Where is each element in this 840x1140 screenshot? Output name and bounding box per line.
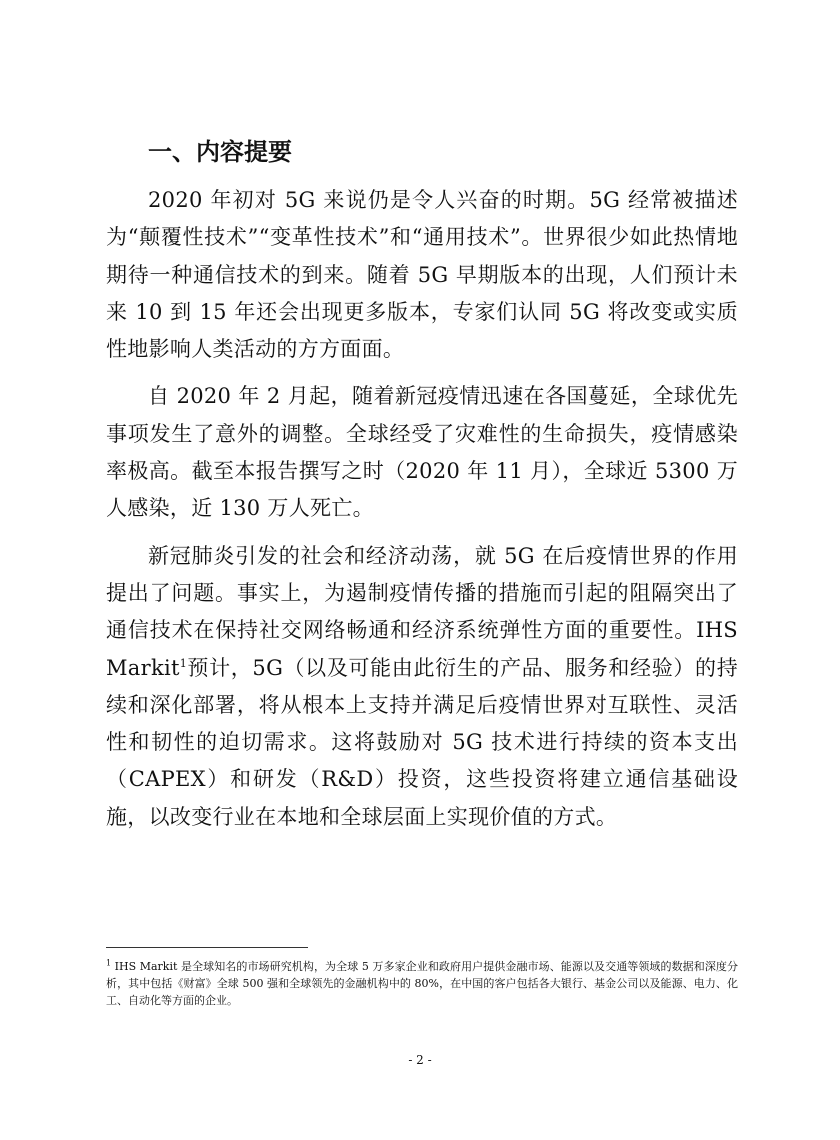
body-text <box>106 182 738 846</box>
section-heading: 一、内容提要 <box>148 138 292 166</box>
paragraph-2: 自 2020 年 2 月起，随着新冠疫情迅速在各国蔓延，全球优先事项发生了意外的调整。全球经受了灾难性的生命损失，疫情感染率极高。截至本报告撰写之时（2020 年 11 月），全球近 5300 万人感染，近 130 万人死亡。 <box>106 384 738 521</box>
paragraph-3-part-1: 新冠肺炎引发的社会和经济动荡，就 5G 在后疫情世界的作用提出了问题。事实上，为遏制疫情传播的措施而引起的阻隔突出了通信技术在保持社交网络畅通和经济系统弹性方面的重要性。IHS Markit <box>106 543 738 680</box>
footnote-reference[interactable]: 1 <box>179 656 188 670</box>
paragraph-1: 2020 年初对 5G 来说仍是令人兴奋的时期。5G 经常被描述为“颠覆性技术”“变革性技术”和“通用技术”。世界很少如此热情地期待一种通信技术的到来。随着 5G 早期版本的出现，人们预计未来 10 到 15 年还会出现更多版本，专家们认同 5G 将改变或实质性地影响人类活动的方方面面。 <box>106 188 738 362</box>
footnote-text: IHS Markit 是全球知名的市场研究机构，为全球 5 万多家企业和政府用户提供金融市场、能源以及交通等领域的数据和深度分析，其中包括《财富》全球 500 强和全球领先的金融机构中的 80%，在中国的客户包括各大银行、基金公司以及能源、电力、化工、自动化等方面的企业。 <box>106 960 738 1007</box>
page-number: - 2 - <box>408 1053 432 1067</box>
footnote <box>106 958 738 1009</box>
paragraph-3 <box>106 538 738 836</box>
footnote-marker: 1 <box>106 958 112 968</box>
paragraph-3-part-2: 预计，5G（以及可能由此衍生的产品、服务和经验）的持续和深化部署，将从根本上支持并满足后疫情世界对互联性、灵活性和韧性的迫切需求。这将鼓励对 5G 技术进行持续的资本支出（CAPEX）和研发（R&D）投资，这些投资将建立通信基础设施，以改变行业在本地和全球层面上实现价值的方式。 <box>106 655 738 829</box>
footnote-divider <box>106 947 308 948</box>
